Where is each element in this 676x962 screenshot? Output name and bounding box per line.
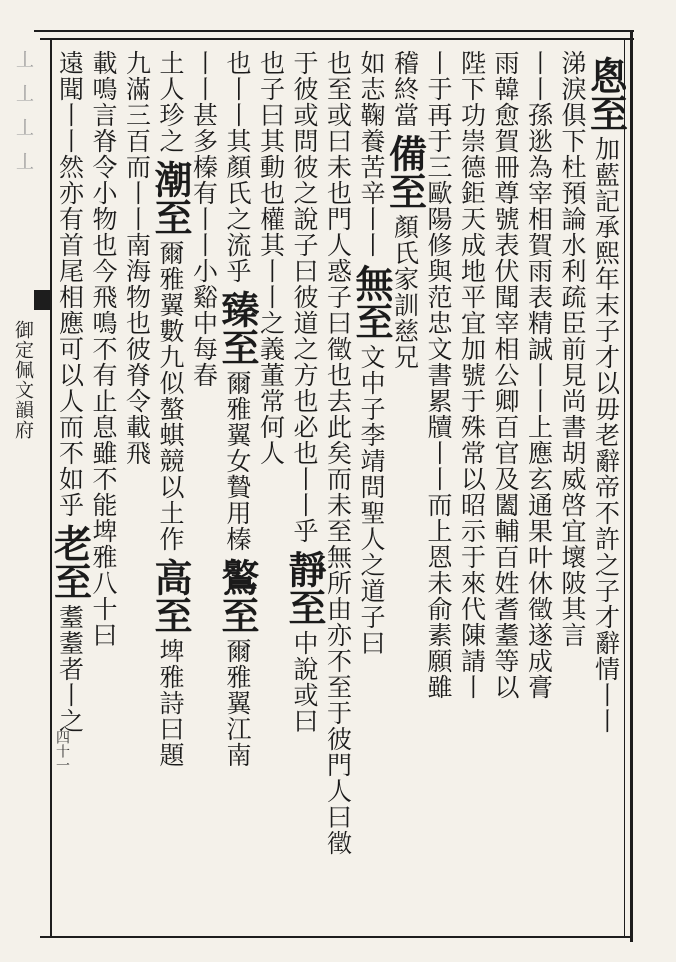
text-segment: 顏氏家訓慈兄 [390, 214, 420, 370]
text-segment: 無所由亦不至于彼門人曰徵 [323, 544, 353, 856]
text-segment: 陛下功崇德鉅天成地平宜加號于殊常以昭示于來代陳請丨 [457, 50, 487, 700]
text-column [47, 50, 93, 930]
text-segment: 雨韓愈賀冊尊號表伏聞宰相公卿百官及闔輔百姓耆耋等以 [491, 50, 520, 700]
text-segment: 埤雅八十曰 [89, 518, 118, 648]
text-column [252, 50, 290, 930]
text-column [215, 50, 260, 930]
text-segment: 爾雅翼江南 [223, 638, 252, 768]
text-segment: 爾雅翼數九似螯蜞競以土作 [156, 240, 185, 552]
text-segment: 丨丨孫逖為宰相賀雨表精誠丨丨上應玄通果叶休徵遂成膏 [524, 50, 554, 700]
text-segment: 中說或曰 [290, 630, 319, 734]
headword: 臻至 [215, 290, 260, 366]
text-segment: 爾雅翼女贄用榛 [223, 370, 252, 552]
text-column [520, 50, 558, 930]
text-column [453, 50, 491, 930]
text-segment: 稽終當 [390, 50, 420, 128]
book-title-margin: 御定佩文韻府 [12, 320, 34, 440]
text-segment: 彼脊令載飛 [122, 336, 152, 466]
text-segment: 如志 [357, 50, 386, 102]
frame-top-line [34, 30, 634, 32]
text-segment: 丨于再于三歐陽修與范忠文書累牘丨丨而上恩未俞素願雖 [424, 50, 453, 700]
text-segment: 土人珍之 [156, 50, 185, 154]
text-segment: 遠聞丨丨然亦有首尾相應可以人而不如乎 [55, 50, 85, 518]
text-column [583, 50, 629, 930]
headword: 悤至 [583, 56, 629, 132]
headword: 備至 [382, 134, 428, 210]
text-segment: 九滿三百而丨丨南海物也 [122, 50, 152, 336]
text-segment: 也子曰其動也權其丨丨之義 [256, 50, 286, 362]
text-segment: 也至或曰未也門人惑子曰徵也去此矣而未至 [323, 50, 353, 544]
text-column [118, 50, 156, 930]
text-column [84, 50, 122, 930]
text-column [486, 50, 524, 930]
text-segment: 丨丨甚多 [189, 50, 219, 154]
text-segment: 涕淚俱下杜預論水利疏臣前見尚書胡威啓宜壞陂其言 [558, 50, 587, 648]
text-segment: 埤雅詩曰題 [156, 638, 185, 768]
text-segment: 文中子李靖問聖人之道子曰 [357, 344, 386, 656]
text-column [553, 50, 591, 930]
text-segment: 于彼或問彼之說子曰彼道之方也必也丨丨乎 [290, 50, 319, 544]
headword: 老至 [47, 524, 93, 600]
margin-top-marks: 丄丄丄丄 [13, 50, 34, 186]
text-column [282, 50, 327, 930]
text-column [382, 50, 428, 930]
text-segment: 董常何人 [256, 362, 286, 466]
text-column [319, 50, 357, 930]
headword: 鸄至 [215, 558, 260, 634]
text-column [349, 50, 394, 930]
fishtail-mark [34, 290, 52, 310]
text-segment: 載鳴言脊令小物也今飛鳴不有止息雖不能 [89, 50, 118, 518]
text-column [148, 50, 193, 930]
headword: 靜至 [282, 550, 327, 626]
headword: 無至 [349, 264, 394, 340]
frame-bottom-line [40, 936, 630, 938]
frame-right-line [630, 30, 633, 942]
text-segment: 耋耋者丨之 [55, 604, 85, 734]
headword: 高至 [148, 558, 193, 634]
page-number: 四十一 [54, 730, 70, 772]
text-segment: 小谿中每春 [189, 258, 219, 388]
text-segment: 鞠養苦辛丨丨 [357, 102, 386, 258]
frame-top-inner-line [40, 38, 634, 40]
text-segment: 榛有丨丨 [189, 154, 219, 258]
text-segment: 也丨丨其顏氏之流乎 [223, 50, 252, 284]
headword: 潮至 [148, 160, 193, 236]
text-segment: 加藍記承熙年末子才以毋老辭帝不許之子才辭情丨丨 [591, 136, 621, 734]
